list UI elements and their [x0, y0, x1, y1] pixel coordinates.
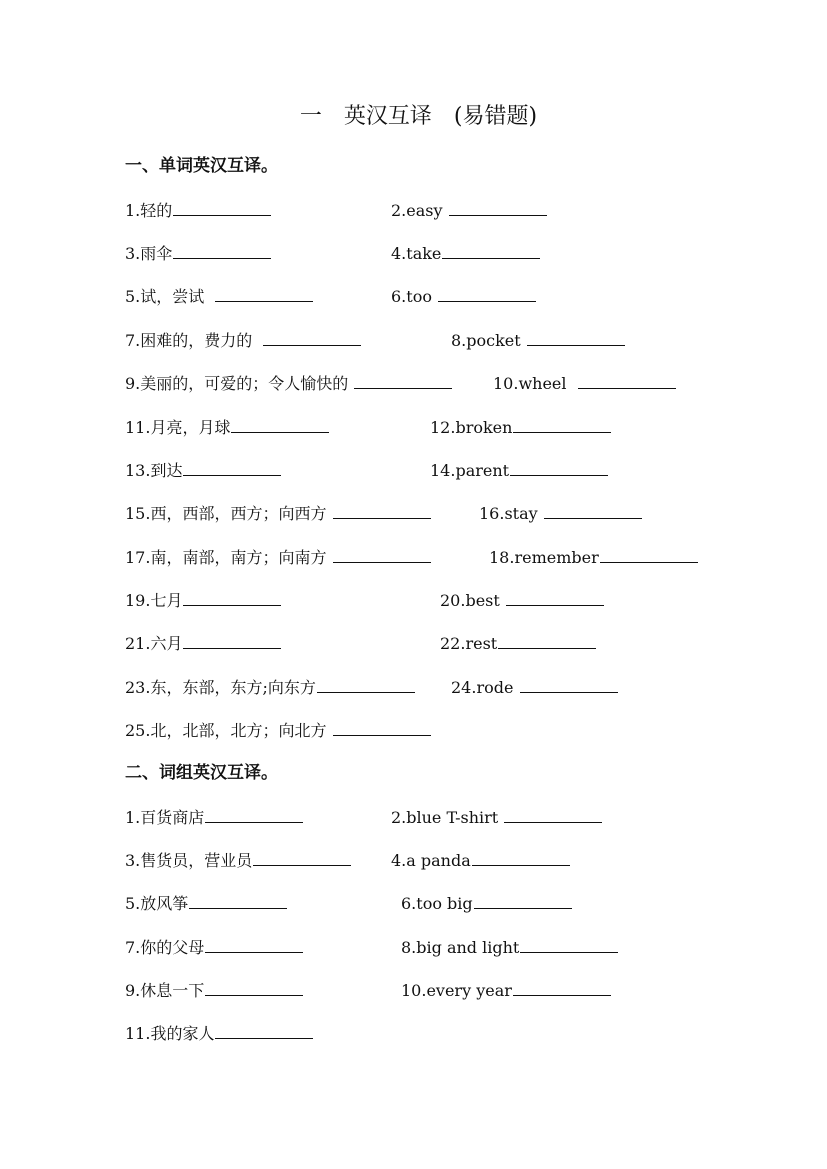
phrase-item-left — [125, 806, 303, 829]
item-text: 8.big and light — [401, 938, 520, 957]
item-text: 19.七月 — [125, 591, 183, 610]
word-item-right — [391, 285, 536, 308]
phrase-item-left — [125, 979, 303, 1002]
item-text: 1.轻的 — [125, 201, 173, 220]
phrase-item-left — [125, 892, 287, 915]
word-item-left — [125, 416, 329, 439]
item-text: 23.东，东部，东方;向东方 — [125, 678, 316, 697]
item-text: 10.every year — [401, 981, 512, 1000]
word-item-left — [125, 285, 313, 308]
answer-blank[interactable] — [520, 676, 618, 693]
answer-blank[interactable] — [173, 199, 271, 216]
phrase-item-left — [125, 849, 351, 872]
answer-blank[interactable] — [510, 459, 608, 476]
item-text: 25.北，北部，北方；向北方 — [125, 721, 332, 740]
item-text: 15.西，西部，西方；向西方 — [125, 504, 332, 523]
answer-blank[interactable] — [498, 632, 596, 649]
item-text: 24.rode — [451, 678, 519, 697]
word-item-left — [125, 242, 271, 265]
item-text: 9.休息一下 — [125, 981, 205, 1000]
word-item-left — [125, 502, 431, 525]
exercise-row — [0, 546, 827, 568]
item-text: 3.售货员，营业员 — [125, 851, 253, 870]
word-item-left — [125, 589, 281, 612]
phrase-item-right — [391, 806, 602, 829]
item-text: 20.best — [440, 591, 505, 610]
answer-blank[interactable] — [333, 719, 431, 736]
word-item-right — [479, 502, 642, 525]
answer-blank[interactable] — [506, 589, 604, 606]
answer-blank[interactable] — [474, 892, 572, 909]
word-item-left — [125, 372, 452, 395]
exercise-row — [0, 676, 827, 698]
answer-blank[interactable] — [504, 806, 602, 823]
item-text: 4.a panda — [391, 851, 471, 870]
answer-blank[interactable] — [442, 242, 540, 259]
item-text: 2.blue T-shirt — [391, 808, 504, 827]
exercise-row — [0, 459, 827, 481]
word-item-left — [125, 546, 431, 569]
item-text: 10.wheel — [493, 374, 577, 393]
answer-blank[interactable] — [544, 502, 642, 519]
answer-blank[interactable] — [520, 936, 618, 953]
word-item-left — [125, 459, 281, 482]
answer-blank[interactable] — [600, 546, 698, 563]
exercise-row — [0, 632, 827, 654]
answer-blank[interactable] — [333, 546, 431, 563]
word-item-left — [125, 632, 281, 655]
word-item-right — [440, 632, 596, 655]
answer-blank[interactable] — [173, 242, 271, 259]
exercise-row — [0, 242, 827, 264]
answer-blank[interactable] — [527, 329, 625, 346]
section-heading-phrases: 二、词组英汉互译。 — [125, 763, 278, 783]
item-text: 11.我的家人 — [125, 1024, 215, 1043]
answer-blank[interactable] — [472, 849, 570, 866]
item-text: 17.南，南部，南方；向南方 — [125, 548, 332, 567]
word-item-right — [489, 546, 698, 569]
section-heading-words: 一、单词英汉互译。 — [125, 156, 278, 176]
item-text: 11.月亮，月球 — [125, 418, 231, 437]
item-text: 22.rest — [440, 634, 498, 653]
word-item-right — [493, 372, 676, 395]
item-text: 2.easy — [391, 201, 448, 220]
phrase-item-right — [391, 849, 570, 872]
answer-blank[interactable] — [205, 806, 303, 823]
phrase-item-right — [401, 979, 611, 1002]
word-item-right — [451, 329, 625, 352]
phrase-item-left — [125, 936, 303, 959]
answer-blank[interactable] — [215, 285, 313, 302]
exercise-row — [0, 1022, 827, 1044]
item-text: 6.too — [391, 287, 438, 306]
exercise-row — [0, 285, 827, 307]
item-text: 4.take — [391, 244, 442, 263]
word-item-right — [440, 589, 604, 612]
answer-blank[interactable] — [205, 979, 303, 996]
item-text: 5.放风筝 — [125, 894, 189, 913]
item-text: 8.pocket — [451, 331, 526, 350]
word-item-right — [451, 676, 618, 699]
item-text: 12.broken — [430, 418, 513, 437]
item-text: 16.stay — [479, 504, 543, 523]
word-item-right — [391, 199, 547, 222]
item-text: 7.困难的，费力的 — [125, 331, 263, 350]
answer-blank[interactable] — [317, 676, 415, 693]
item-text: 13.到达 — [125, 461, 183, 480]
word-item-left — [125, 329, 361, 352]
item-text: 1.百货商店 — [125, 808, 205, 827]
answer-blank[interactable] — [354, 372, 452, 389]
answer-blank[interactable] — [513, 416, 611, 433]
answer-blank[interactable] — [183, 589, 281, 606]
item-text: 5.试，尝试 — [125, 287, 215, 306]
exercise-row — [0, 806, 827, 828]
answer-blank[interactable] — [215, 1022, 313, 1039]
exercise-row — [0, 849, 827, 871]
answer-blank[interactable] — [578, 372, 676, 389]
page-title: 一 英汉互译 (易错题) — [299, 104, 538, 129]
answer-blank[interactable] — [333, 502, 431, 519]
word-item-left — [125, 719, 431, 742]
answer-blank[interactable] — [449, 199, 547, 216]
answer-blank[interactable] — [253, 849, 351, 866]
exercise-row — [0, 589, 827, 611]
exercise-row — [0, 979, 827, 1001]
exercise-row — [0, 502, 827, 524]
exercise-row — [0, 329, 827, 351]
phrase-item-left — [125, 1022, 313, 1045]
word-item-right — [391, 242, 540, 265]
item-text: 9.美丽的，可爱的；令人愉快的 — [125, 374, 354, 393]
phrase-item-right — [401, 936, 618, 959]
exercise-row — [0, 372, 827, 394]
exercise-row — [0, 199, 827, 221]
answer-blank[interactable] — [205, 936, 303, 953]
item-text: 6.too big — [401, 894, 473, 913]
word-item-right — [430, 459, 608, 482]
item-text: 7.你的父母 — [125, 938, 205, 957]
exercise-row — [0, 416, 827, 438]
answer-blank[interactable] — [438, 285, 536, 302]
item-text: 14.parent — [430, 461, 510, 480]
answer-blank[interactable] — [263, 329, 361, 346]
answer-blank[interactable] — [189, 892, 287, 909]
word-item-left — [125, 676, 415, 699]
word-item-right — [430, 416, 611, 439]
item-text: 18.remember — [489, 548, 599, 567]
exercise-row — [0, 936, 827, 958]
answer-blank[interactable] — [513, 979, 611, 996]
exercise-row — [0, 892, 827, 914]
answer-blank[interactable] — [183, 459, 281, 476]
exercise-row — [0, 719, 827, 741]
word-item-left — [125, 199, 271, 222]
phrase-item-right — [401, 892, 572, 915]
item-text: 21.六月 — [125, 634, 183, 653]
answer-blank[interactable] — [183, 632, 281, 649]
item-text: 3.雨伞 — [125, 244, 173, 263]
answer-blank[interactable] — [231, 416, 329, 433]
